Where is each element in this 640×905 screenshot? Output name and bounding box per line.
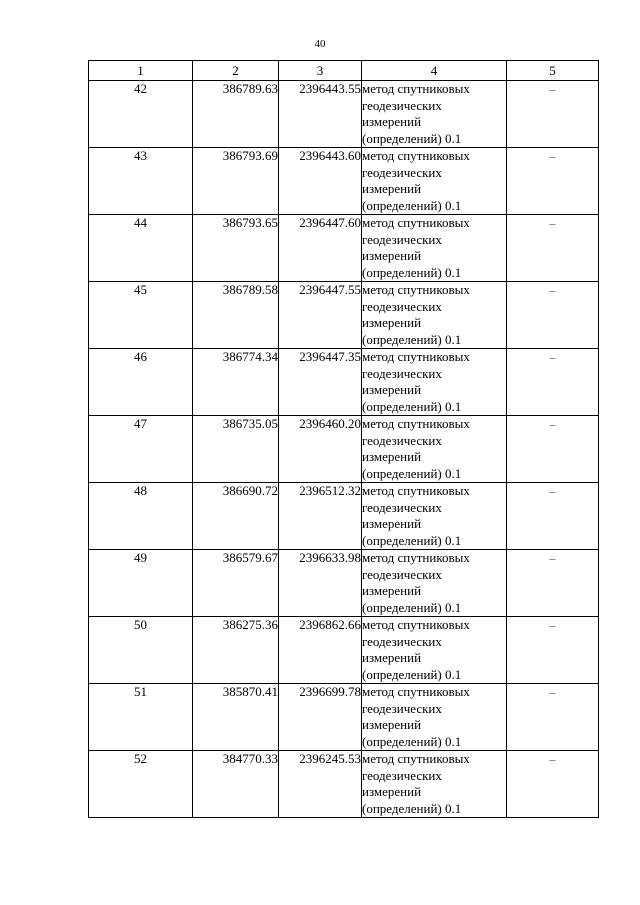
table-row — [89, 81, 599, 148]
method-line: измерений — [362, 315, 422, 330]
table-row — [89, 282, 599, 349]
description-dash: – — [507, 751, 599, 818]
description-dash: – — [507, 684, 599, 751]
method-line: измерений — [362, 650, 422, 665]
method-cell — [362, 148, 507, 215]
method-line: (определений) 0.1 — [362, 599, 462, 615]
coordinate-x: 386690.72 — [193, 483, 279, 550]
column-header-3: 3 — [279, 61, 362, 81]
method-line: измерений — [362, 717, 422, 732]
table-row — [89, 751, 599, 818]
coordinate-x: 386789.58 — [193, 282, 279, 349]
coordinate-y: 2396443.55 — [279, 81, 362, 148]
coordinate-y: 2396443.60 — [279, 148, 362, 215]
description-dash: – — [507, 550, 599, 617]
method-line: метод спутниковых — [362, 349, 470, 364]
description-dash: – — [507, 349, 599, 416]
method-line: (определений) 0.1 — [362, 130, 462, 146]
point-number: 52 — [89, 751, 193, 818]
table-body — [89, 81, 599, 818]
coordinate-x: 384770.33 — [193, 751, 279, 818]
method-cell — [362, 684, 507, 751]
method-cell — [362, 416, 507, 483]
method-line: измерений — [362, 181, 422, 196]
method-line: (определений) 0.1 — [362, 331, 462, 347]
method-line: измерений — [362, 449, 422, 464]
coordinate-x: 386579.67 — [193, 550, 279, 617]
table-row — [89, 617, 599, 684]
method-line: измерений — [362, 114, 422, 129]
point-number: 42 — [89, 81, 193, 148]
method-line: геодезических — [362, 767, 442, 783]
point-number: 46 — [89, 349, 193, 416]
point-number: 49 — [89, 550, 193, 617]
method-line: геодезических — [362, 97, 442, 113]
coordinate-x: 386793.69 — [193, 148, 279, 215]
table-row — [89, 684, 599, 751]
method-line: геодезических — [362, 633, 442, 649]
method-line: измерений — [362, 248, 422, 263]
method-line: (определений) 0.1 — [362, 398, 462, 414]
description-dash: – — [507, 148, 599, 215]
point-number: 45 — [89, 282, 193, 349]
coordinate-x: 386774.34 — [193, 349, 279, 416]
description-dash: – — [507, 282, 599, 349]
table-header — [89, 61, 599, 81]
method-cell — [362, 550, 507, 617]
column-header-1: 1 — [89, 61, 193, 81]
method-line: метод спутниковых — [362, 550, 470, 565]
method-line: (определений) 0.1 — [362, 666, 462, 682]
method-line: метод спутниковых — [362, 282, 470, 297]
method-line: метод спутниковых — [362, 81, 470, 96]
method-line: метод спутниковых — [362, 215, 470, 230]
method-cell — [362, 81, 507, 148]
header-row — [89, 61, 599, 81]
method-line: измерений — [362, 516, 422, 531]
method-cell — [362, 215, 507, 282]
method-line: метод спутниковых — [362, 617, 470, 632]
point-number: 51 — [89, 684, 193, 751]
method-line: метод спутниковых — [362, 148, 470, 163]
page-number: 40 — [314, 38, 326, 50]
method-line: измерений — [362, 382, 422, 397]
table-row — [89, 550, 599, 617]
table-row — [89, 148, 599, 215]
description-dash: – — [507, 81, 599, 148]
method-cell — [362, 282, 507, 349]
method-line: геодезических — [362, 499, 442, 515]
method-line: метод спутниковых — [362, 416, 470, 431]
coordinate-y: 2396862.66 — [279, 617, 362, 684]
table-row — [89, 215, 599, 282]
point-number: 50 — [89, 617, 193, 684]
method-line: (определений) 0.1 — [362, 264, 462, 280]
method-cell — [362, 483, 507, 550]
coordinate-y: 2396460.20 — [279, 416, 362, 483]
coordinate-y: 2396447.60 — [279, 215, 362, 282]
table-row — [89, 349, 599, 416]
method-line: геодезических — [362, 365, 442, 381]
method-line: измерений — [362, 583, 422, 598]
coordinate-x: 386275.36 — [193, 617, 279, 684]
method-line: (определений) 0.1 — [362, 465, 462, 481]
point-number: 47 — [89, 416, 193, 483]
table-row — [89, 416, 599, 483]
point-number: 43 — [89, 148, 193, 215]
method-line: (определений) 0.1 — [362, 197, 462, 213]
coordinate-x: 386789.63 — [193, 81, 279, 148]
coordinate-x: 385870.41 — [193, 684, 279, 751]
description-dash: – — [507, 416, 599, 483]
coordinate-y: 2396699.78 — [279, 684, 362, 751]
method-line: метод спутниковых — [362, 751, 470, 766]
method-line: (определений) 0.1 — [362, 800, 462, 816]
column-header-5: 5 — [507, 61, 599, 81]
method-line: геодезических — [362, 700, 442, 716]
method-cell — [362, 751, 507, 818]
method-line: измерений — [362, 784, 422, 799]
coordinate-y: 2396245.53 — [279, 751, 362, 818]
method-line: геодезических — [362, 432, 442, 448]
coordinate-y: 2396447.55 — [279, 282, 362, 349]
column-header-4: 4 — [362, 61, 507, 81]
coordinates-table — [88, 60, 599, 818]
method-line: геодезических — [362, 231, 442, 247]
method-line: геодезических — [362, 566, 442, 582]
method-line: геодезических — [362, 298, 442, 314]
method-line: геодезических — [362, 164, 442, 180]
coordinate-y: 2396633.98 — [279, 550, 362, 617]
method-line: метод спутниковых — [362, 483, 470, 498]
coordinate-y: 2396512.32 — [279, 483, 362, 550]
coordinate-x: 386735.05 — [193, 416, 279, 483]
method-cell — [362, 349, 507, 416]
method-line: (определений) 0.1 — [362, 532, 462, 548]
description-dash: – — [507, 215, 599, 282]
method-line: (определений) 0.1 — [362, 733, 462, 749]
point-number: 44 — [89, 215, 193, 282]
point-number: 48 — [89, 483, 193, 550]
description-dash: – — [507, 483, 599, 550]
column-header-2: 2 — [193, 61, 279, 81]
coordinate-y: 2396447.35 — [279, 349, 362, 416]
table-row — [89, 483, 599, 550]
description-dash: – — [507, 617, 599, 684]
method-cell — [362, 617, 507, 684]
method-line: метод спутниковых — [362, 684, 470, 699]
coordinate-x: 386793.65 — [193, 215, 279, 282]
